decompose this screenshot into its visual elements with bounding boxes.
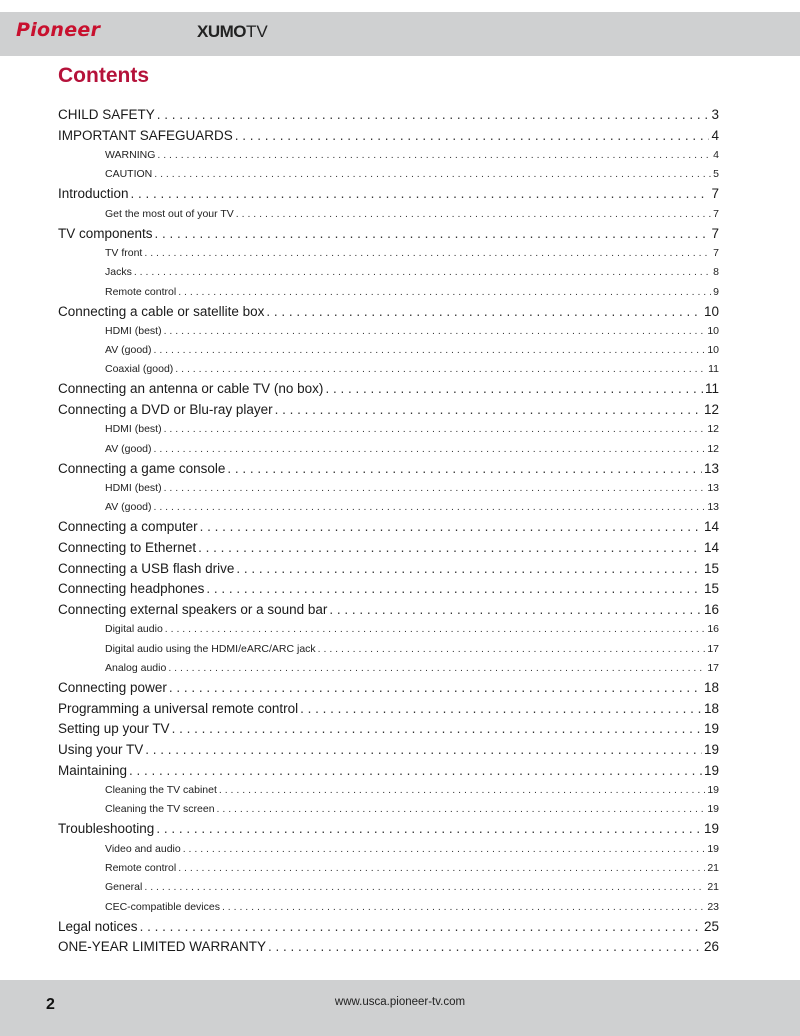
toc-dot-leader <box>129 761 702 781</box>
toc-entry-label: WARNING <box>105 149 156 161</box>
toc-dot-leader <box>165 621 706 637</box>
toc-entry[interactable] <box>58 224 719 244</box>
toc-entry-page: 8 <box>713 266 719 279</box>
toc-entry[interactable] <box>58 302 719 322</box>
toc-entry-page: 19 <box>707 842 719 855</box>
toc-entry-page: 13 <box>703 460 719 476</box>
toc-dot-leader <box>236 559 702 579</box>
toc-entry-page: 18 <box>703 680 719 695</box>
toc-entry[interactable] <box>58 917 719 937</box>
toc-dot-leader <box>217 801 706 817</box>
toc-entry-page: 19 <box>703 742 719 758</box>
toc-dot-leader <box>236 206 711 222</box>
toc-dot-leader <box>318 641 706 657</box>
toc-entry-label: Digital audio <box>105 623 163 636</box>
toc-dot-leader <box>329 600 702 620</box>
toc-entry-label: AV (good) <box>105 501 152 514</box>
page-header <box>0 12 800 56</box>
toc-entry-label: TV components <box>58 225 153 241</box>
page-title: Contents <box>58 64 149 87</box>
toc-entry[interactable] <box>58 579 719 599</box>
toc-entry-page: 21 <box>707 881 719 894</box>
toc-dot-leader <box>131 184 710 204</box>
toc-entry[interactable] <box>58 740 719 760</box>
toc-entry-page: 9 <box>713 285 719 298</box>
toc-entry-label: ONE-YEAR LIMITED WARRANTY <box>58 939 267 955</box>
toc-subentry[interactable] <box>58 801 719 817</box>
toc-dot-leader <box>157 105 710 125</box>
toc-entry[interactable] <box>58 600 719 620</box>
toc-dot-leader <box>154 441 706 457</box>
toc-entry-page: 17 <box>707 642 719 655</box>
toc-entry[interactable] <box>58 761 719 781</box>
toc-entry-page: 7 <box>711 225 719 241</box>
toc-entry-label: HDMI (best) <box>105 423 162 436</box>
toc-entry-label: Get the most out of your TV <box>105 207 234 220</box>
toc-entry-page: 15 <box>703 581 719 597</box>
toc-dot-leader <box>266 302 702 322</box>
toc-entry-page: 13 <box>707 482 719 494</box>
toc-entry-label: Connecting a computer <box>58 519 198 535</box>
toc-entry-page: 7 <box>713 207 719 220</box>
toc-dot-leader <box>155 224 710 244</box>
toc-entry-page: 25 <box>703 918 719 934</box>
toc-entry-label: Troubleshooting <box>58 821 155 837</box>
toc-entry-label: General <box>105 881 143 894</box>
toc-subentry[interactable] <box>58 421 719 437</box>
toc-entry-label: TV front <box>105 246 143 259</box>
toc-entry[interactable] <box>58 937 719 957</box>
toc-entry-page: 26 <box>703 939 719 955</box>
toc-entry[interactable] <box>58 678 719 698</box>
toc-entry-label: Jacks <box>105 266 132 279</box>
toc-entry-label: Connecting a cable or satellite box <box>58 303 265 319</box>
toc-dot-leader <box>200 517 702 537</box>
toc-subentry[interactable] <box>58 660 719 676</box>
toc-entry-page: 19 <box>707 784 719 797</box>
toc-entry[interactable] <box>58 719 719 739</box>
toc-entry-page: 4 <box>713 149 719 161</box>
toc-dot-leader <box>164 480 706 496</box>
toc-entry-label: CAUTION <box>105 168 153 181</box>
toc-entry[interactable] <box>58 105 719 125</box>
toc-entry-page: 14 <box>703 519 719 535</box>
toc-dot-leader <box>134 264 711 280</box>
toc-entry-page: 14 <box>703 540 719 555</box>
toc-entry-label: Digital audio using the HDMI/eARC/ARC jack <box>105 642 316 655</box>
toc-dot-leader <box>172 719 702 739</box>
toc-entry-label: Connecting external speakers or a sound bar <box>58 602 328 618</box>
toc-subentry[interactable] <box>58 899 719 915</box>
toc-dot-leader <box>157 147 711 163</box>
toc-dot-leader <box>144 879 705 895</box>
toc-entry-page: 10 <box>707 344 719 357</box>
toc-dot-leader <box>169 678 702 698</box>
toc-entry-page: 19 <box>707 803 719 816</box>
toc-entry-label: Using your TV <box>58 742 144 758</box>
toc-subentry[interactable] <box>58 879 719 895</box>
toc-dot-leader <box>300 699 702 719</box>
toc-dot-leader <box>206 579 702 599</box>
toc-entry-label: Maintaining <box>58 762 128 778</box>
toc-entry-page: 16 <box>703 602 719 618</box>
toc-entry-label: Programming a universal remote control <box>58 700 299 716</box>
toc-entry-label: HDMI (best) <box>105 324 162 337</box>
toc-subentry[interactable] <box>58 499 719 515</box>
toc-entry-label: Connecting a DVD or Blu-ray player <box>58 402 273 418</box>
toc-entry-page: 18 <box>703 700 719 716</box>
toc-dot-leader <box>235 126 710 146</box>
toc-subentry[interactable] <box>58 206 719 222</box>
toc-subentry[interactable] <box>58 166 719 182</box>
toc-dot-leader <box>325 379 703 399</box>
toc-subentry[interactable] <box>58 641 719 657</box>
toc-entry-page: 23 <box>707 900 719 913</box>
toc-entry-page: 21 <box>707 862 719 874</box>
toc-subentry[interactable] <box>58 860 719 876</box>
toc-entry-page: 16 <box>707 623 719 636</box>
page-number: 2 <box>46 996 55 1013</box>
toc-subentry[interactable] <box>58 245 719 261</box>
toc-subentry[interactable] <box>58 480 719 496</box>
toc-subentry[interactable] <box>58 284 719 300</box>
toc-entry-label: AV (good) <box>105 442 152 455</box>
toc-entry-page: 7 <box>713 246 719 259</box>
toc-dot-leader <box>144 245 711 261</box>
toc-dot-leader <box>164 323 706 339</box>
toc-entry-page: 3 <box>711 107 719 122</box>
toc-dot-leader <box>156 819 702 839</box>
toc-entry-label: Coaxial (good) <box>105 363 174 376</box>
toc-entry-label: Remote control <box>105 862 177 874</box>
toc-dot-leader <box>154 342 706 358</box>
toc-entry-page: 13 <box>707 501 719 514</box>
toc-entry-label: Introduction <box>58 186 129 202</box>
toc-entry-label: Cleaning the TV screen <box>105 803 215 816</box>
toc-entry-label: Video and audio <box>105 842 181 855</box>
toc-entry-label: Connecting a game console <box>58 460 226 476</box>
toc-entry-label: Connecting to Ethernet <box>58 540 197 555</box>
xumo-logo-suffix: TV <box>246 22 268 41</box>
toc-entry[interactable] <box>58 819 719 839</box>
toc-entry[interactable] <box>58 184 719 204</box>
toc-dot-leader <box>140 917 702 937</box>
toc-subentry[interactable] <box>58 323 719 339</box>
toc-entry-page: 12 <box>707 423 719 436</box>
toc-entry-label: Connecting an antenna or cable TV (no box) <box>58 381 324 397</box>
toc-dot-leader <box>175 361 706 377</box>
toc-entry[interactable] <box>58 459 719 479</box>
toc-dot-leader <box>145 740 702 760</box>
toc-entry[interactable] <box>58 699 719 719</box>
toc-subentry[interactable] <box>58 361 719 377</box>
toc-entry[interactable] <box>58 400 719 420</box>
toc-entry-label: HDMI (best) <box>105 482 162 494</box>
toc-entry-page: 12 <box>703 402 719 418</box>
xumo-logo-main: XUMO <box>197 22 246 41</box>
toc-dot-leader <box>275 400 702 420</box>
toc-entry-page: 19 <box>703 821 719 837</box>
toc-subentry[interactable] <box>58 841 719 857</box>
toc-entry-label: Cleaning the TV cabinet <box>105 784 217 797</box>
toc-dot-leader <box>154 499 706 515</box>
toc-entry-label: IMPORTANT SAFEGUARDS <box>58 127 233 143</box>
toc-entry-page: 17 <box>707 662 719 674</box>
toc-entry-label: AV (good) <box>105 344 152 357</box>
toc-entry-label: Remote control <box>105 285 177 298</box>
toc-subentry[interactable] <box>58 782 719 798</box>
toc-entry[interactable] <box>58 379 719 399</box>
page-footer <box>0 980 800 1036</box>
toc-subentry[interactable] <box>58 264 719 280</box>
toc-subentry[interactable] <box>58 441 719 457</box>
toc-dot-leader <box>268 937 702 957</box>
toc-entry-page: 12 <box>707 442 719 455</box>
toc-entry[interactable] <box>58 517 719 537</box>
toc-entry-label: Connecting power <box>58 680 167 695</box>
toc-dot-leader <box>183 841 706 857</box>
toc-entry-label: Analog audio <box>105 662 167 674</box>
toc-entry[interactable] <box>58 126 719 146</box>
toc-entry-label: Connecting headphones <box>58 581 205 597</box>
toc-entry-label: Setting up your TV <box>58 721 170 737</box>
toc-entry-page: 15 <box>703 560 719 576</box>
toc-entry-label: Legal notices <box>58 918 138 934</box>
toc-entry-page: 10 <box>703 303 719 319</box>
toc-entry-page: 19 <box>703 762 719 778</box>
toc-entry-page: 19 <box>703 721 719 737</box>
toc-dot-leader <box>219 782 705 798</box>
toc-dot-leader <box>168 660 705 676</box>
toc-entry-page: 7 <box>711 186 719 202</box>
toc-entry-label: Connecting a USB flash drive <box>58 560 235 576</box>
toc-dot-leader <box>198 538 702 558</box>
pioneer-logo: Pioneer <box>16 19 101 41</box>
toc-dot-leader <box>227 459 702 479</box>
toc-subentry[interactable] <box>58 342 719 358</box>
toc-subentry[interactable] <box>58 621 719 637</box>
toc-entry[interactable] <box>58 538 719 558</box>
toc-entry-page: 10 <box>707 324 719 337</box>
toc-entry-page: 11 <box>704 381 719 397</box>
toc-dot-leader <box>164 421 706 437</box>
toc-entry-page: 5 <box>713 168 719 181</box>
toc-entry-label: CHILD SAFETY <box>58 107 155 122</box>
xumo-tv-logo <box>197 22 268 42</box>
toc-entry-page: 4 <box>711 127 719 143</box>
toc-dot-leader <box>178 284 711 300</box>
toc-entry-page: 11 <box>708 363 719 376</box>
toc-dot-leader <box>222 899 705 915</box>
toc-subentry[interactable] <box>58 147 719 163</box>
toc-dot-leader <box>154 166 711 182</box>
toc-entry[interactable] <box>58 559 719 579</box>
toc-dot-leader <box>178 860 705 876</box>
footer-url: www.usca.pioneer-tv.com <box>334 996 466 1008</box>
toc-entry-label: CEC-compatible devices <box>105 900 220 913</box>
